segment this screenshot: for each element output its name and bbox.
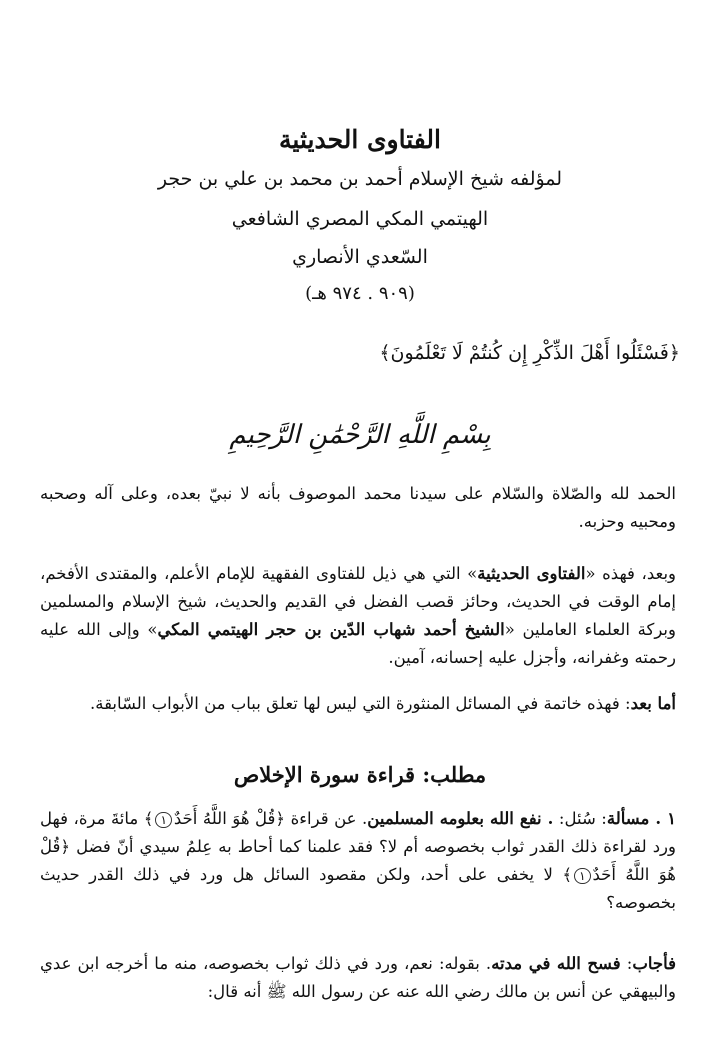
- book-name-bold: الفتاوى الحديثية: [477, 564, 586, 583]
- amma-bad-text: : فهذه خاتمة في المسائل المنثورة التي ليس لها تعلق بباب من الأبواب السّابقة.: [89, 694, 631, 713]
- preface-text-b: » التي هي ذيل للفتاوى الفقهية للإمام الأعلم، والمقتدى الأفخم، إمام الوقت في الحديث، وحائز قصب الفضل في القديم والحديث، شيخ الإسلام والمسلمين وبركة العلماء العاملين «: [40, 564, 676, 639]
- answer-text-b: . بقوله: نعم، ورد في ذلك ثواب بخصوصه، منه ما أخرجه ابن عدي والبيهقي عن أنس بن مالك رضي الله عنه عن رسول الله ﷺ أنه قال:: [40, 954, 676, 1001]
- question-text-b: . عن قراءة ﴿قُلْ هُوَ اللَّهُ أَحَدٌ: [173, 809, 368, 828]
- intro-paragraph: الحمد لله والصّلاة والسّلام على سيدنا محمد الموصوف بأنه لا نبيّ بعده، وعلى آله وصحبه ومحبيه وحزبه.: [40, 484, 676, 531]
- question-text-c: ﴾ مائةَ مرة، فهل ورد لقراءة ذلك القدر ثواب بخصوصه أم لا؟ فقد علمنا كما أحاط به عِلمُ سيدي أنّ فضل ﴿قُلْ هُوَ اللَّهُ أَحَدٌ: [40, 809, 676, 884]
- question-text-a: : سُئل:: [553, 809, 607, 828]
- amma-bad-label: أما بعد: [630, 694, 676, 713]
- section-heading: مطلب: قراءة سورة الإخلاص: [233, 762, 487, 787]
- answer-dua: فسح الله في مدته: [491, 954, 621, 973]
- amma-bad-paragraph: [40, 690, 676, 718]
- author-line-3: السّعدي الأنصاري: [292, 246, 428, 268]
- answer-paragraph: [40, 950, 676, 1006]
- author-name-bold: الشيخ أحمد شهاب الدّين بن حجر الهيتمي المكي: [157, 620, 505, 639]
- question-text-d: ﴾ لا يخفى على أحد، ولكن مقصود السائل هل ورد في ذلك القدر حديث بخصوصه؟: [40, 865, 676, 912]
- book-title: الفتاوى الحديثية: [279, 125, 441, 154]
- question-number: ١ . مسألة: [606, 809, 676, 828]
- author-line-2: الهيتمي المكي المصري الشافعي: [231, 208, 489, 230]
- author-dates: (٩٠٩ . ٩٧٤ هـ): [305, 283, 415, 304]
- preface-paragraph: [40, 560, 676, 672]
- basmala: بِسْمِ اللَّهِ الرَّحْمَٰنِ الرَّحِيمِ: [229, 420, 491, 450]
- verse-number-badge: ١: [574, 868, 590, 884]
- answer-text-a: :: [620, 954, 633, 973]
- answer-label: فأجاب: [632, 954, 676, 973]
- question-dua: . نفع الله بعلومه المسلمين: [367, 809, 554, 828]
- verse-number-badge: ١: [155, 812, 171, 828]
- preface-text-a: وبعد، فهذه «: [585, 564, 677, 583]
- question-paragraph: [40, 805, 676, 917]
- quran-verse: ﴿فَسْئَلُوا أَهْلَ الذِّكْرِ إِن كُنتُمْ لَا تَعْلَمُونَ﴾: [379, 342, 680, 364]
- author-line-1: لمؤلفه شيخ الإسلام أحمد بن محمد بن علي بن حجر: [157, 168, 563, 190]
- preface-text-c: » وإلى الله عليه رحمته وغفرانه، وأجزل عليه إحسانه، آمين.: [40, 620, 676, 667]
